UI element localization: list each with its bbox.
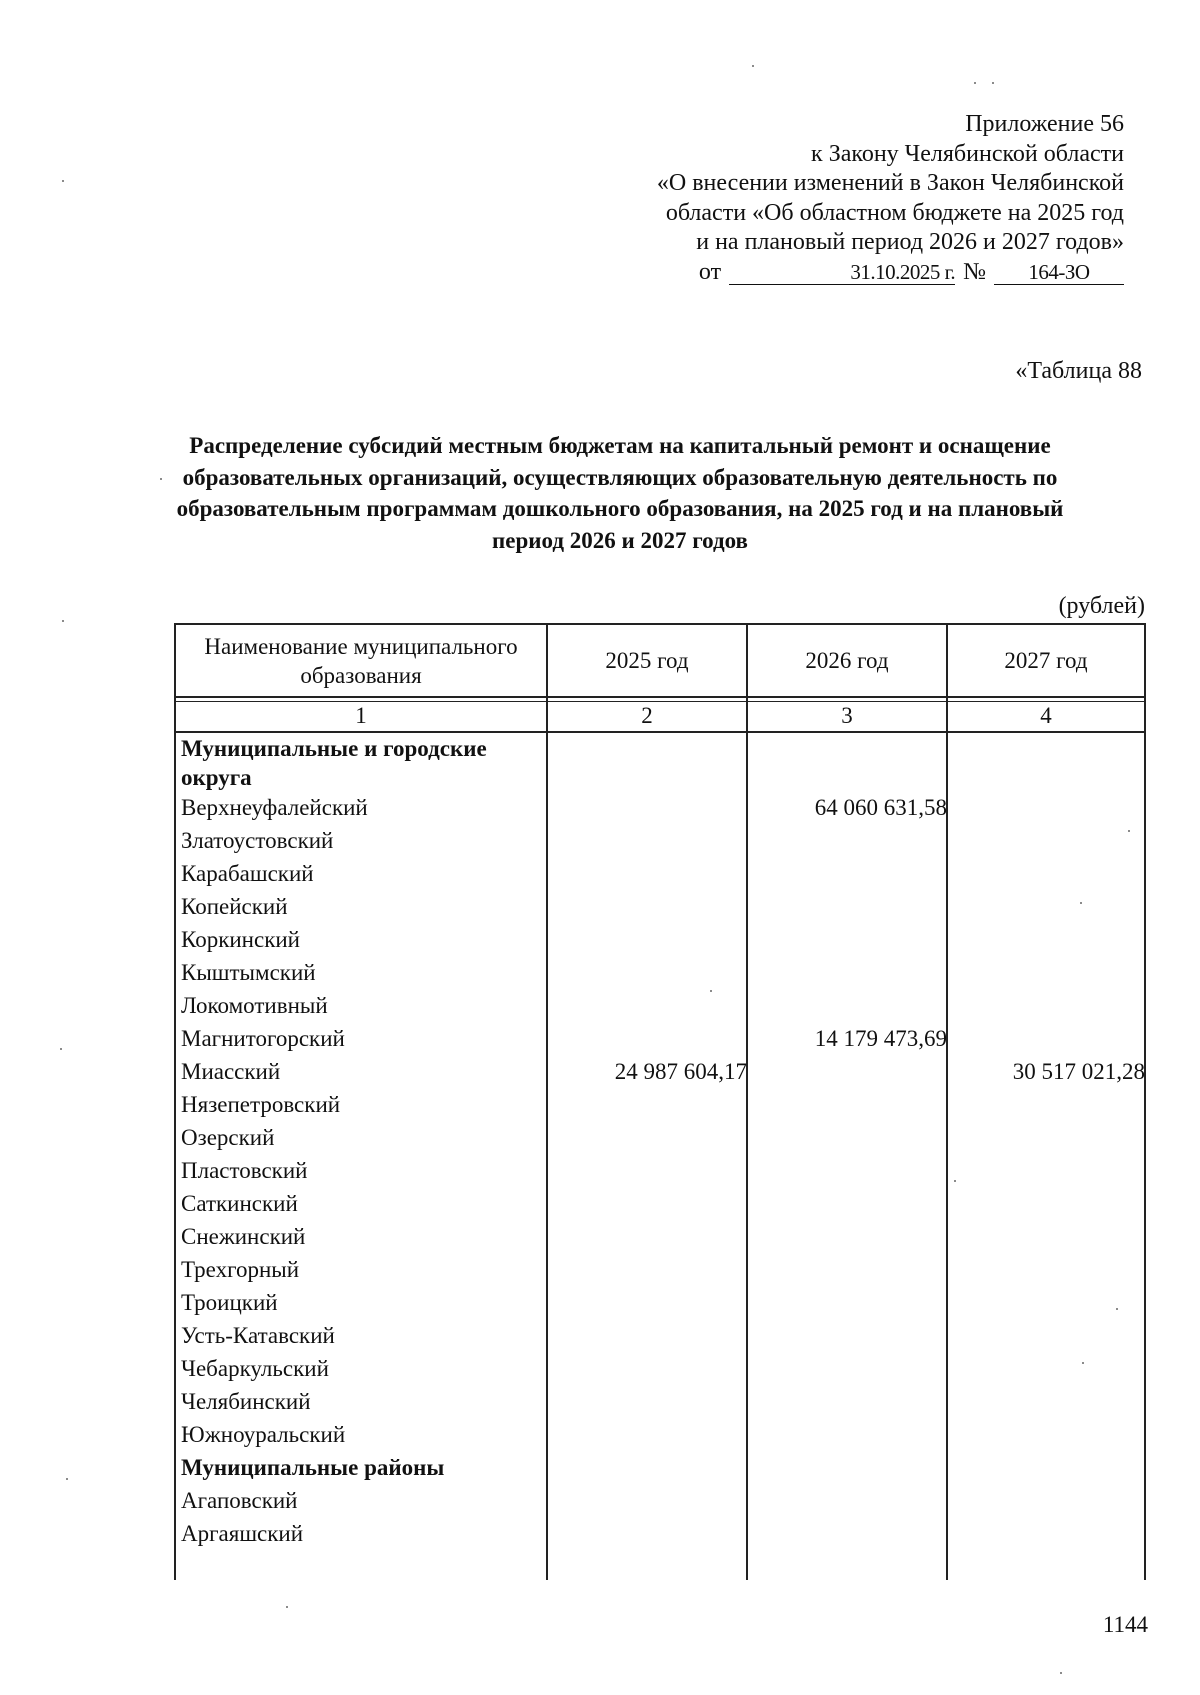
table-row: Локомотивный: [181, 993, 328, 1018]
table-row-group-heading: Муниципальные районы: [181, 1455, 445, 1480]
table-row: Агаповский: [181, 1488, 298, 1513]
value-miassky-2025: 24 987 604,17: [614, 1059, 747, 1084]
table-row: Миасский: [181, 1059, 281, 1084]
date-prefix: от: [698, 258, 722, 285]
scan-speck: [752, 65, 754, 67]
table-row: Пластовский: [181, 1158, 308, 1183]
table-row: Троицкий: [181, 1290, 278, 1315]
table-row: Южноуральский: [181, 1422, 346, 1447]
number-sign: №: [963, 258, 986, 285]
table-row: Челябинский: [181, 1389, 311, 1414]
table-row: Снежинский: [181, 1224, 306, 1249]
scan-speck: [160, 478, 162, 480]
law-date: 31.10.2025 г.: [729, 260, 955, 285]
table-row: Коркинский: [181, 927, 300, 952]
column-divider: [546, 623, 548, 1580]
column-divider: [746, 623, 748, 1580]
header-2026: 2026 год: [805, 648, 889, 673]
table-row: Карабашский: [181, 861, 314, 886]
header-2025: 2025 год: [605, 648, 689, 673]
column-number: 4: [1040, 703, 1052, 728]
appendix-line: «О внесении изменений в Закон Челябинской: [656, 170, 1124, 196]
table-row: Саткинский: [181, 1191, 298, 1216]
table-row: Трехгорный: [181, 1257, 300, 1282]
table-row: Магнитогорский: [181, 1026, 345, 1051]
appendix-line: и на плановый период 2026 и 2027 годов»: [696, 229, 1124, 255]
scan-speck: [974, 82, 976, 84]
table-row: Верхнеуфалейский: [181, 795, 368, 820]
table-row: Копейский: [181, 894, 288, 919]
value-magnitogorsky-2026: 14 179 473,69: [814, 1026, 947, 1051]
scan-speck: [286, 1606, 288, 1608]
table-reference: «Таблица 88: [1015, 358, 1142, 384]
appendix-line: области «Об областном бюджете на 2025 год: [665, 199, 1124, 226]
scan-speck: [992, 82, 994, 84]
page-number: 1144: [1102, 1612, 1148, 1637]
scan-speck: [60, 1048, 62, 1050]
scan-speck: [66, 1478, 68, 1480]
law-number: 164-ЗО: [994, 260, 1124, 285]
header-2027: 2027 год: [1004, 648, 1088, 673]
value-verkhneufaleysky-2026: 64 060 631,58: [814, 795, 947, 820]
column-number: 3: [841, 703, 853, 728]
appendix-line: к Закону Челябинской области: [811, 140, 1124, 167]
table-row: Кыштымский: [181, 960, 316, 985]
table-row: Усть-Катавский: [181, 1323, 335, 1348]
scan-speck: [1116, 1308, 1118, 1310]
header-municipality: Наименование муниципального образования: [204, 633, 518, 688]
table-row: Нязепетровский: [181, 1092, 341, 1117]
document-title: Распределение субсидий местным бюджетам на капитальный ремонт и оснащение образовательных организаций, осуществляющих образовательную деятельность по образовательным программам дошкольного образования, на 2025 год и на плановый период 2026 и 2027 годов: [176, 433, 1064, 553]
table-row: Златоустовский: [181, 828, 334, 853]
column-divider: [1144, 623, 1146, 1580]
appendix-signature-line: [657, 258, 1124, 288]
scan-speck: [1080, 902, 1082, 904]
units-label: (рублей): [1058, 593, 1145, 619]
appendix-line: Приложение 56: [965, 111, 1124, 137]
column-number: 2: [641, 703, 653, 728]
scan-speck: [62, 620, 64, 622]
scan-speck: [1060, 1672, 1062, 1674]
column-number: 1: [355, 703, 367, 728]
scan-speck: [710, 990, 712, 992]
header-bottom-border: [174, 696, 1146, 698]
column-numbers-border: [174, 731, 1146, 733]
scan-speck: [1082, 1362, 1084, 1364]
scan-speck: [62, 180, 64, 182]
column-divider: [946, 623, 948, 1580]
table-row-group-heading: Муниципальные и городские округа: [181, 736, 487, 790]
appendix-block: [657, 110, 1124, 287]
column-divider: [174, 623, 176, 1580]
table-row: Чебаркульский: [181, 1356, 329, 1381]
value-miassky-2027: 30 517 021,28: [1012, 1059, 1145, 1084]
scan-speck: [1128, 830, 1130, 832]
scan-speck: [954, 1180, 956, 1182]
table-row: Озерский: [181, 1125, 275, 1150]
table-row: Аргаяшский: [181, 1521, 304, 1546]
